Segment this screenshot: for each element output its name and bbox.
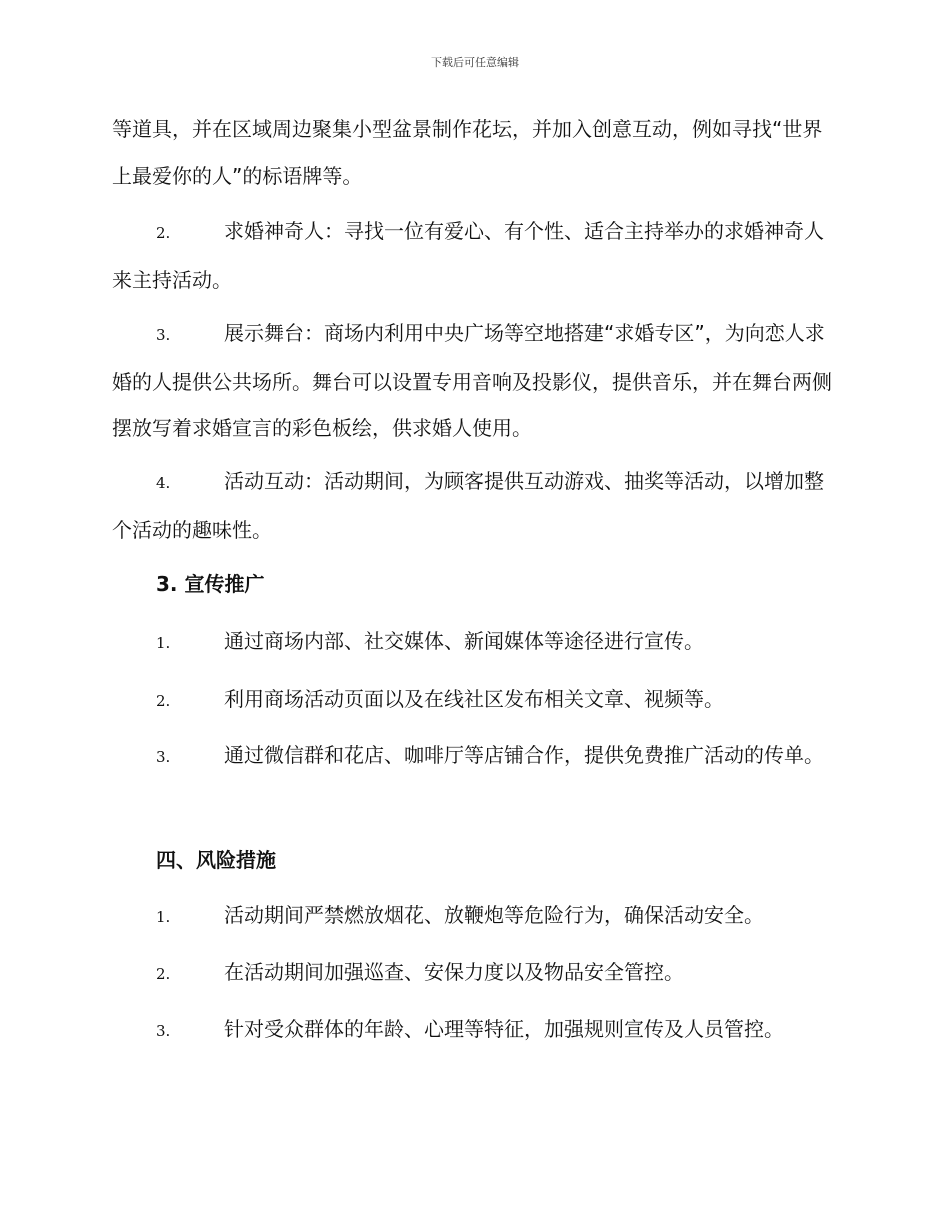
list-item: [112, 732, 837, 781]
list-number: 1.: [156, 908, 171, 926]
section-heading-risk: 四、风险措施: [156, 848, 276, 872]
list-text: 在活动期间加强巡查、安保力度以及物品安全管控。: [224, 960, 684, 984]
list-number: 4.: [156, 474, 171, 492]
list-item: [112, 676, 837, 725]
list-item: [112, 458, 837, 553]
list-item: [112, 1006, 837, 1055]
list-text: 活动期间严禁燃放烟花、放鞭炮等危险行为，确保活动安全。: [224, 903, 764, 927]
list-number: 2.: [156, 965, 171, 983]
page-header: 下载后可任意编辑: [431, 56, 519, 69]
list-text: 展示舞台：商场内利用中央广场等空地搭建“求婚专区”，为向恋人求婚的人提供公共场所。舞台可以设置专用音响及投影仪，提供音乐，并在舞台两侧摆放写着求婚宣言的彩色板绘，供求婚人使用。: [112, 321, 832, 440]
list-number: 3.: [156, 326, 171, 344]
list-item: [112, 892, 837, 941]
list-number: 3.: [156, 748, 171, 766]
list-text: 求婚神奇人：寻找一位有爱心、有个性、适合主持举办的求婚神奇人来主持活动。: [112, 219, 824, 292]
list-text: 针对受众群体的年龄、心理等特征，加强规则宣传及人员管控。: [224, 1017, 784, 1041]
list-text: 活动互动：活动期间，为顾客提供互动游戏、抽奖等活动，以增加整个活动的趣味性。: [112, 469, 824, 542]
list-item: [112, 310, 837, 452]
list-number: 2.: [156, 692, 171, 710]
section-heading-promotion: 3. 宣传推广: [156, 572, 265, 596]
list-item: [112, 949, 837, 998]
list-item: [112, 208, 837, 303]
list-text: 通过商场内部、社交媒体、新闻媒体等途径进行宣传。: [224, 629, 704, 653]
list-number: 1.: [156, 634, 171, 652]
list-text: 利用商场活动页面以及在线社区发布相关文章、视频等。: [224, 687, 724, 711]
list-item: [112, 618, 837, 667]
list-number: 3.: [156, 1022, 171, 1040]
continuation-paragraph: 等道具，并在区域周边聚集小型盆景制作花坛，并加入创意互动，例如寻找“世界上最爱你的人”的标语牌等。: [112, 117, 823, 188]
list-number: 2.: [156, 224, 171, 242]
list-text: 通过微信群和花店、咖啡厅等店铺合作，提供免费推广活动的传单。: [224, 743, 824, 767]
